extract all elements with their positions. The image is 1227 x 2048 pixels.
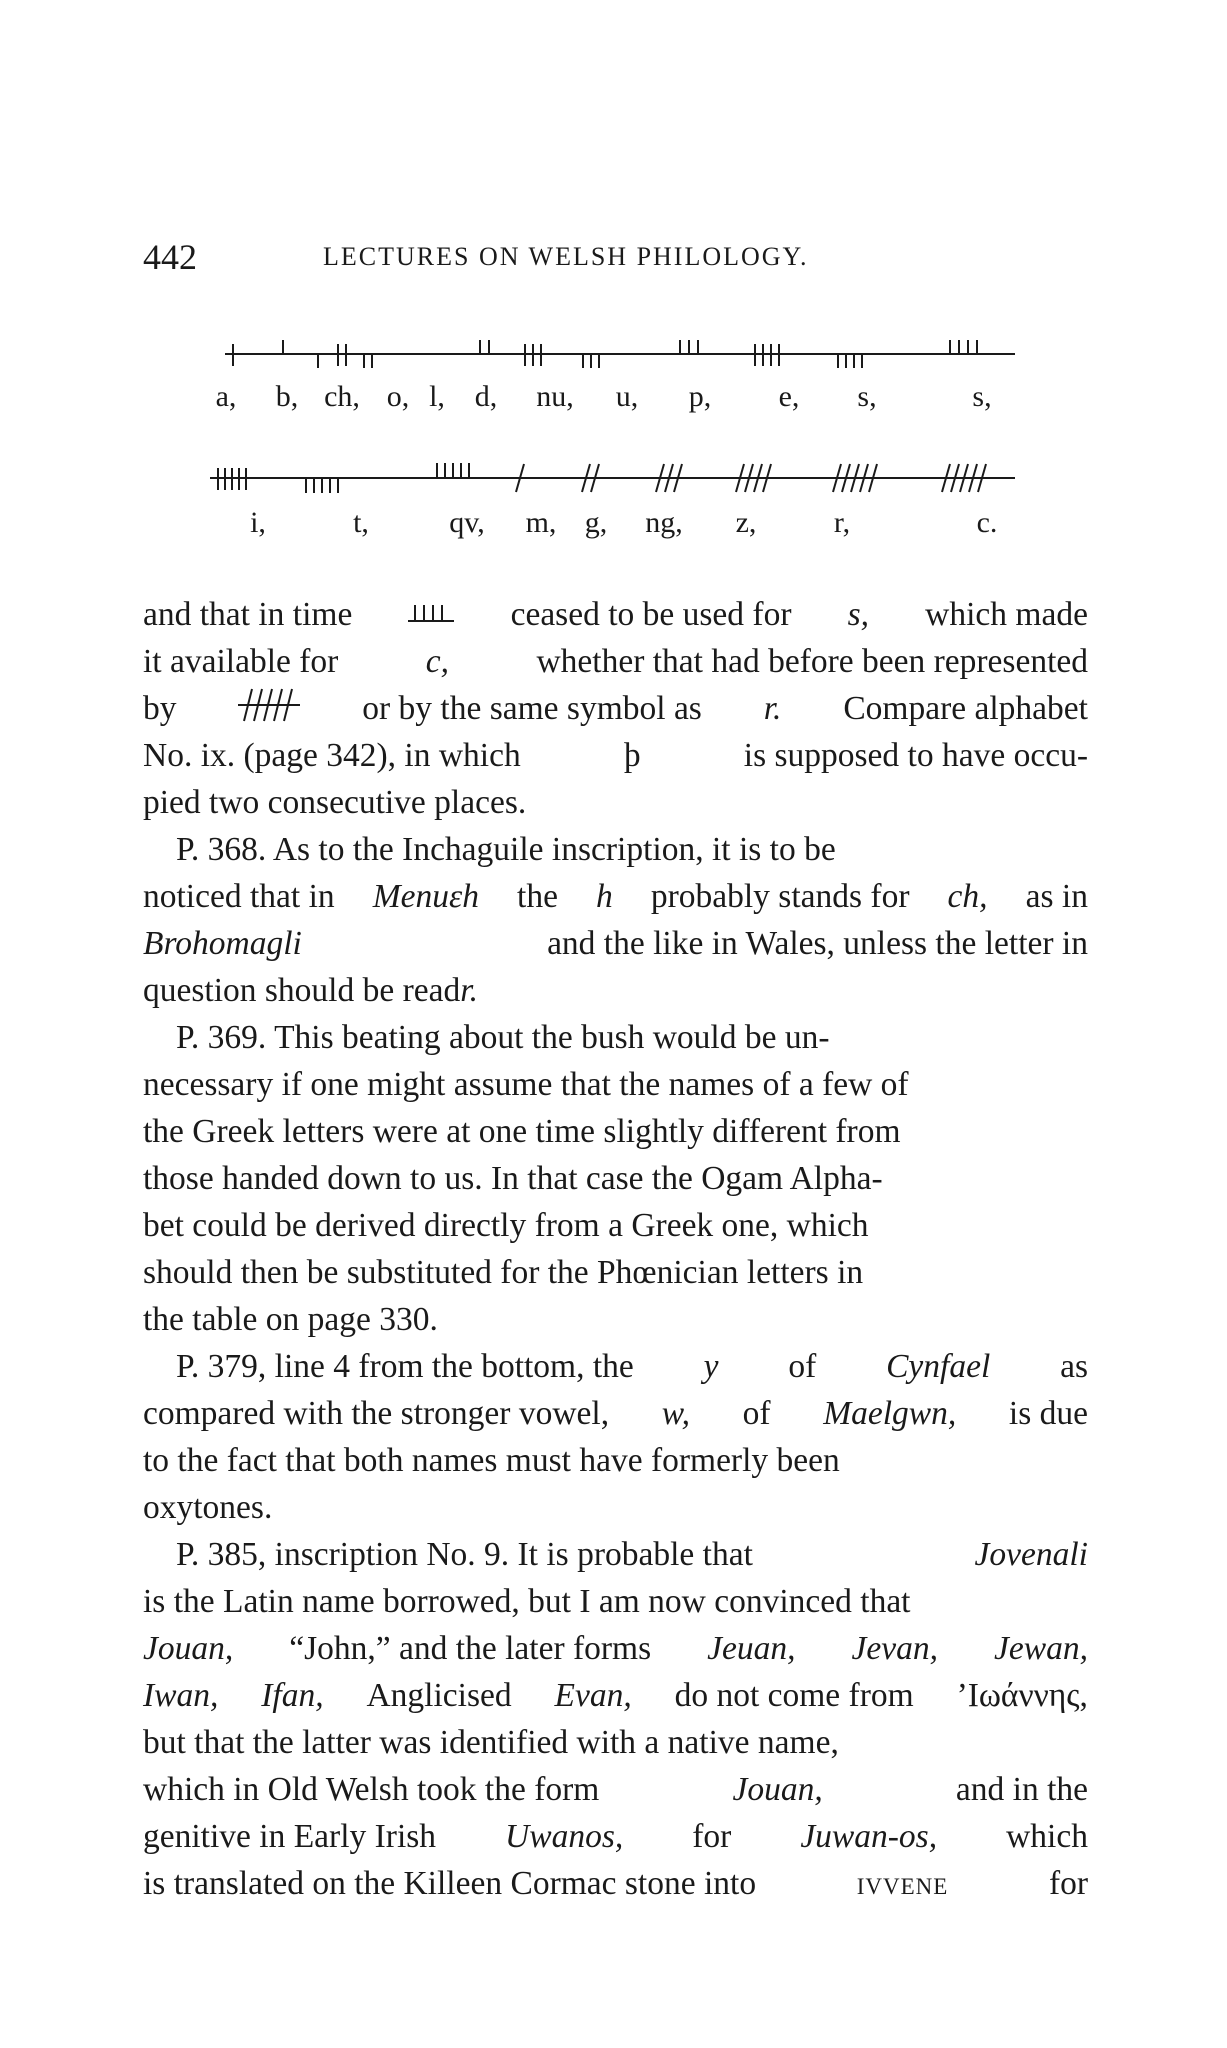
text-run-italic: Evan,	[554, 1677, 632, 1714]
text-run: which made	[925, 596, 1088, 633]
text-run: those handed down to us. In that case the Ogam Alpha-	[143, 1160, 883, 1197]
text-run: and that in time	[143, 596, 353, 633]
ogam-symbol-five-slash	[238, 685, 300, 732]
text-line	[143, 1531, 1088, 1578]
ogam-label: p,	[688, 380, 712, 413]
text-run: P. 369. This beating about the bush would be un-	[176, 1019, 830, 1056]
text-line	[143, 1343, 1088, 1390]
text-run: question should be read	[143, 972, 461, 1009]
text-run: and the like in Wales, unless the letter in	[547, 925, 1088, 962]
text-line	[143, 1155, 1088, 1202]
text-run: should then be substituted for the Phœnician letters in	[143, 1254, 864, 1291]
ogam-d	[480, 340, 489, 354]
text-run: compared with the stronger vowel,	[143, 1395, 610, 1432]
text-line	[143, 1766, 1088, 1813]
text-run: “John,” and the later forms	[289, 1630, 652, 1667]
text-run: bet could be derived directly from a Greek one, which	[143, 1207, 869, 1244]
text-run: and in the	[955, 1771, 1088, 1808]
text-line	[143, 1249, 1088, 1296]
text-run: but that the latter was identified with a native name,	[143, 1724, 839, 1761]
ogam-s-1	[838, 354, 862, 368]
text-run-italic: Menuεh	[372, 878, 479, 915]
text-line	[143, 1719, 1088, 1766]
text-run: oxytones.	[143, 1489, 273, 1526]
text-run: is the Latin name borrowed, but I am now convinced that	[143, 1583, 911, 1620]
text-run-italic: c,	[425, 643, 450, 680]
text-run-italic: Jevan,	[851, 1630, 939, 1667]
ogam-label: qv,	[449, 506, 485, 539]
text-run: or by the same symbol as	[362, 690, 702, 727]
text-run: which in Old Welsh took the form	[143, 1771, 600, 1808]
text-run-italic: s,	[847, 596, 870, 633]
text-run: P. 379, line 4 from the bottom, the	[176, 1348, 634, 1385]
ogam-label: s,	[857, 380, 877, 413]
text-line	[143, 1390, 1088, 1437]
text-run-italic: ch,	[947, 878, 988, 915]
text-run: Anglicised	[366, 1677, 512, 1714]
text-run-small-caps: ivvene	[856, 1865, 949, 1902]
ogam-label: u,	[615, 380, 639, 413]
text-run-italic: Uwanos,	[505, 1818, 624, 1855]
text-run: P. 368. As to the Inchaguile inscription, it is to be	[176, 831, 836, 868]
text-line	[143, 1860, 1088, 1907]
text-run: noticed that in	[143, 878, 335, 915]
text-line	[143, 591, 1088, 638]
ogam-label: z,	[735, 506, 757, 539]
text-run: which	[1006, 1818, 1088, 1855]
ogam-label: e,	[778, 380, 800, 413]
text-run: þ	[623, 737, 641, 774]
text-run: the table on page 330.	[143, 1301, 438, 1338]
text-line	[143, 779, 1088, 826]
ogam-label: m,	[525, 506, 557, 539]
text-run: probably stands for	[650, 878, 910, 915]
text-run: necessary if one might assume that the names of a few of	[143, 1066, 909, 1103]
body-text	[143, 591, 1088, 1907]
text-run: the	[517, 878, 558, 915]
text-run-italic: Iwan,	[143, 1677, 219, 1714]
text-run-italic: Jovenali	[974, 1536, 1088, 1573]
ogam-label: b,	[275, 380, 299, 413]
ogam-label: nu,	[536, 380, 574, 413]
text-run: to the fact that both names must have formerly been	[143, 1442, 840, 1479]
text-run-italic: r.	[763, 690, 782, 727]
text-line	[143, 920, 1088, 967]
ogam-ng	[656, 464, 682, 492]
text-line	[143, 967, 1088, 1014]
text-line	[143, 1625, 1088, 1672]
text-run: of	[788, 1348, 817, 1385]
text-line	[143, 1108, 1088, 1155]
text-line	[143, 1484, 1088, 1531]
text-line	[143, 873, 1088, 920]
ogam-p	[680, 340, 698, 354]
ogam-qv	[437, 463, 469, 478]
text-run-italic: y	[703, 1348, 719, 1385]
text-run: Compare alphabet	[843, 690, 1088, 727]
ogam-label: d,	[474, 380, 498, 413]
text-line	[143, 1014, 1088, 1061]
text-line	[143, 1578, 1088, 1625]
ogam-label: r,	[833, 506, 851, 539]
ogam-label: c.	[976, 506, 998, 539]
ogam-label: ng,	[645, 506, 683, 539]
text-run-italic: Jouan,	[732, 1771, 823, 1808]
text-line	[143, 1672, 1088, 1719]
ogam-symbol-four-above	[408, 591, 454, 638]
text-run: is supposed to have occu-	[743, 737, 1088, 774]
text-run-italic: r.	[460, 972, 478, 1009]
text-run-italic: h	[596, 878, 613, 915]
page-number: 442	[143, 237, 197, 277]
text-run: for	[1048, 1865, 1088, 1902]
text-run-italic: Maelgwn,	[823, 1395, 957, 1432]
text-line	[143, 1296, 1088, 1343]
ogam-u	[583, 354, 599, 368]
ogam-label: a,	[215, 380, 237, 413]
text-run-italic: Jouan,	[143, 1630, 234, 1667]
ogam-label: ch,	[324, 380, 360, 413]
ogam-s-2	[950, 340, 977, 354]
text-line	[143, 1061, 1088, 1108]
text-line	[143, 1813, 1088, 1860]
text-run: pied two consecutive places.	[143, 784, 527, 821]
text-run: for	[692, 1818, 732, 1855]
ogam-label: l,	[429, 380, 445, 413]
text-run: do not come from	[674, 1677, 914, 1714]
ogam-label: s,	[972, 380, 992, 413]
text-run: P. 385, inscription No. 9. It is probable that	[176, 1536, 753, 1573]
text-run-italic: Ifan,	[261, 1677, 324, 1714]
text-run: by	[143, 690, 177, 727]
text-run-italic: Juwan-os,	[800, 1818, 938, 1855]
ogam-l	[364, 354, 372, 368]
running-title: LECTURES ON WELSH PHILOLOGY.	[323, 242, 809, 271]
text-run: of	[742, 1395, 771, 1432]
text-run: it available for	[143, 643, 339, 680]
greek-word: ’Ιωάννης,	[956, 1677, 1088, 1714]
text-line	[143, 732, 1088, 779]
text-run: No. ix. (page 342), in which	[143, 737, 521, 774]
text-run-italic: Jeuan,	[707, 1630, 796, 1667]
text-line	[143, 638, 1088, 685]
text-run-italic: Brohomagli	[143, 925, 302, 962]
text-run: whether that had before been represented	[536, 643, 1088, 680]
text-run: genitive in Early Irish	[143, 1818, 437, 1855]
text-run: ceased to be used for	[510, 596, 792, 633]
text-run: is due	[1008, 1395, 1088, 1432]
text-run-italic: Cynfael	[886, 1348, 991, 1385]
ogam-t	[306, 478, 338, 493]
text-run: as	[1060, 1348, 1088, 1385]
text-line	[143, 685, 1088, 732]
text-run: the Greek letters were at one time slightly different from	[143, 1113, 901, 1150]
ogam-label: i,	[250, 506, 266, 539]
text-run: is translated on the Killeen Cormac stone into	[143, 1865, 757, 1902]
ogam-label: o,	[386, 380, 410, 413]
ogam-strokes	[0, 0, 1227, 560]
ogam-label: g,	[584, 506, 608, 539]
text-line	[143, 826, 1088, 873]
text-run: as in	[1025, 878, 1088, 915]
text-run-italic: Jewan,	[994, 1630, 1088, 1667]
text-run-italic: w,	[661, 1395, 690, 1432]
text-line	[143, 1202, 1088, 1249]
ogam-label: t,	[353, 506, 369, 539]
text-line	[143, 1437, 1088, 1484]
